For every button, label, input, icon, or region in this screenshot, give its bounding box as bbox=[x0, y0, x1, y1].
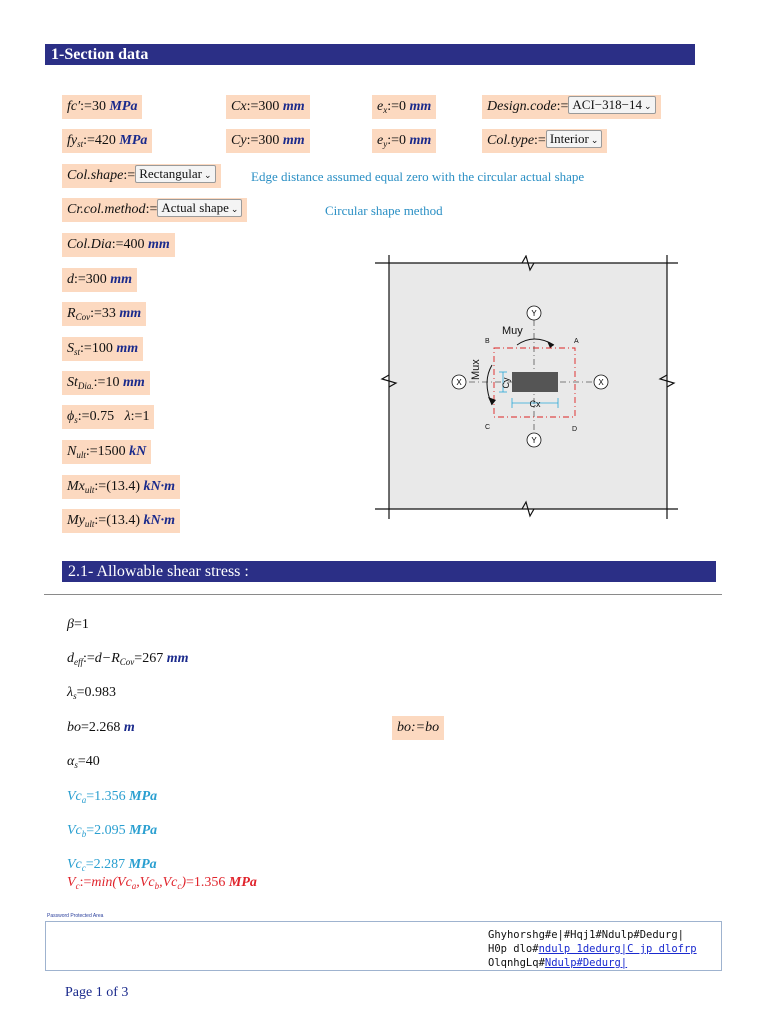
deff-result: $d_{eff}:=d-R_{Cov}=267$ mm bbox=[67, 651, 189, 667]
ey-input[interactable]: $e_y:=0$ mm bbox=[372, 129, 436, 153]
section-2-header: 2.1- Allowable shear stress : bbox=[62, 561, 716, 582]
ex-input[interactable]: $e_x:=0$ mm bbox=[372, 95, 436, 119]
sst-input[interactable]: $S_{st}:=100$ mm bbox=[62, 337, 143, 361]
svg-text:Y: Y bbox=[531, 436, 537, 445]
mux-label: Mux bbox=[470, 359, 482, 380]
cx-label: Cx bbox=[529, 399, 541, 409]
vcc-result: $Vc_c=2.287$ MPa bbox=[67, 857, 157, 873]
axis-x-right bbox=[594, 375, 608, 389]
column-rect bbox=[512, 372, 558, 392]
beta-result: β=1 bbox=[67, 617, 89, 632]
cr-col-method-input[interactable]: Cr.col.method:= Actual shape ⌄ bbox=[62, 198, 247, 222]
chevron-down-icon: ⌄ bbox=[204, 170, 212, 180]
password-area-text: Ghyhorshg#e|#Hqj1#Ndulp#Dedurg| H0p dlo#ndulp 1dedurg|C jp dlofrp OlqnhgLq#Ndulp#Dedurg| bbox=[488, 929, 697, 969]
bo-result: bo=2.268 m bbox=[67, 720, 135, 735]
fy-input[interactable]: $fy_{st}:=420$ MPa bbox=[62, 129, 152, 153]
col-dia-input[interactable]: Col.Dia:=400 mm bbox=[62, 233, 175, 257]
lambda-s-result: $\lambda_s=0.983$ bbox=[67, 685, 116, 701]
cx-input[interactable]: Cx:=300 mm bbox=[226, 95, 310, 119]
myult-input[interactable]: $My_{ult}:=(13.4)$ kN·m bbox=[62, 509, 180, 533]
password-area-label: Password Protected Area bbox=[47, 913, 104, 919]
page-number: Page 1 of 3 bbox=[65, 985, 129, 1000]
divider bbox=[44, 594, 722, 595]
chevron-down-icon: ⌄ bbox=[590, 135, 599, 145]
circular-method-note: Circular shape method bbox=[325, 203, 443, 218]
design-code-input[interactable]: Design.code:= ACI−318−14 ⌄ bbox=[482, 95, 661, 119]
svg-text:Y: Y bbox=[531, 309, 537, 318]
col-type-select[interactable]: Interior ⌄ bbox=[546, 130, 603, 148]
cy-label: Cy bbox=[501, 377, 511, 389]
corner-c: C bbox=[485, 424, 491, 431]
corner-d: D bbox=[572, 426, 578, 433]
axis-y-top bbox=[527, 306, 541, 320]
corner-b: B bbox=[485, 338, 490, 345]
stdia-input[interactable]: $St_{Dia.}:=10$ mm bbox=[62, 371, 150, 395]
chevron-down-icon: ⌄ bbox=[230, 204, 239, 214]
svg-text:X: X bbox=[456, 378, 462, 387]
vcb-result: $Vc_b=2.095$ MPa bbox=[67, 823, 158, 839]
nult-input[interactable]: $N_{ult}:=1500$ kN bbox=[62, 440, 151, 464]
vca-result: $Vc_a=1.356$ MPa bbox=[67, 789, 158, 805]
column-slab-diagram bbox=[372, 255, 684, 519]
cr-col-method-select[interactable]: Actual shape ⌄ bbox=[157, 199, 242, 217]
email-link[interactable]: ndulp 1dedurg|C jp dlofrp bbox=[538, 943, 697, 955]
developed-by-text: Ghyhorshg#e|#Hqj1#Ndulp#Dedurg| bbox=[488, 929, 684, 941]
vc-result: $V_c:=\min(Vc_a,Vc_b,Vc_c)=1.356$ MPa bbox=[67, 875, 257, 891]
section-1-header: 1-Section data bbox=[45, 44, 695, 65]
fc-input[interactable]: fc′:=30 MPa bbox=[62, 95, 142, 119]
cy-input[interactable]: Cy:=300 mm bbox=[226, 129, 310, 153]
bo-definition[interactable]: bo:=bo bbox=[392, 716, 444, 740]
d-input[interactable]: d:=300 mm bbox=[62, 268, 137, 292]
axis-y-bottom bbox=[527, 433, 541, 447]
chevron-down-icon: ⌄ bbox=[643, 101, 652, 111]
muy-label: Muy bbox=[502, 325, 523, 337]
phi-lambda-input[interactable]: $\phi_s:=0.75$ λ:=1 bbox=[62, 405, 154, 429]
linkedin-link[interactable]: Ndulp#Dedurg| bbox=[544, 957, 628, 969]
alpha-s-result: $\alpha_s=40$ bbox=[67, 754, 100, 770]
corner-a: A bbox=[574, 338, 579, 345]
col-shape-input[interactable]: Col.shape:= Rectangular ⌄ bbox=[62, 164, 221, 188]
col-type-input[interactable]: Col.type:= Interior ⌄ bbox=[482, 129, 607, 153]
mxult-input[interactable]: $Mx_{ult}:=(13.4)$ kN·m bbox=[62, 475, 180, 499]
col-shape-select[interactable]: Rectangular ⌄ bbox=[135, 165, 215, 183]
edge-distance-note: Edge distance assumed equal zero with the circular actual shape bbox=[251, 169, 585, 184]
rcov-input[interactable]: $R_{Cov}:=33$ mm bbox=[62, 302, 146, 326]
axis-x-left bbox=[452, 375, 466, 389]
design-code-select[interactable]: ACI−318−14 ⌄ bbox=[568, 96, 655, 114]
svg-text:X: X bbox=[598, 378, 604, 387]
